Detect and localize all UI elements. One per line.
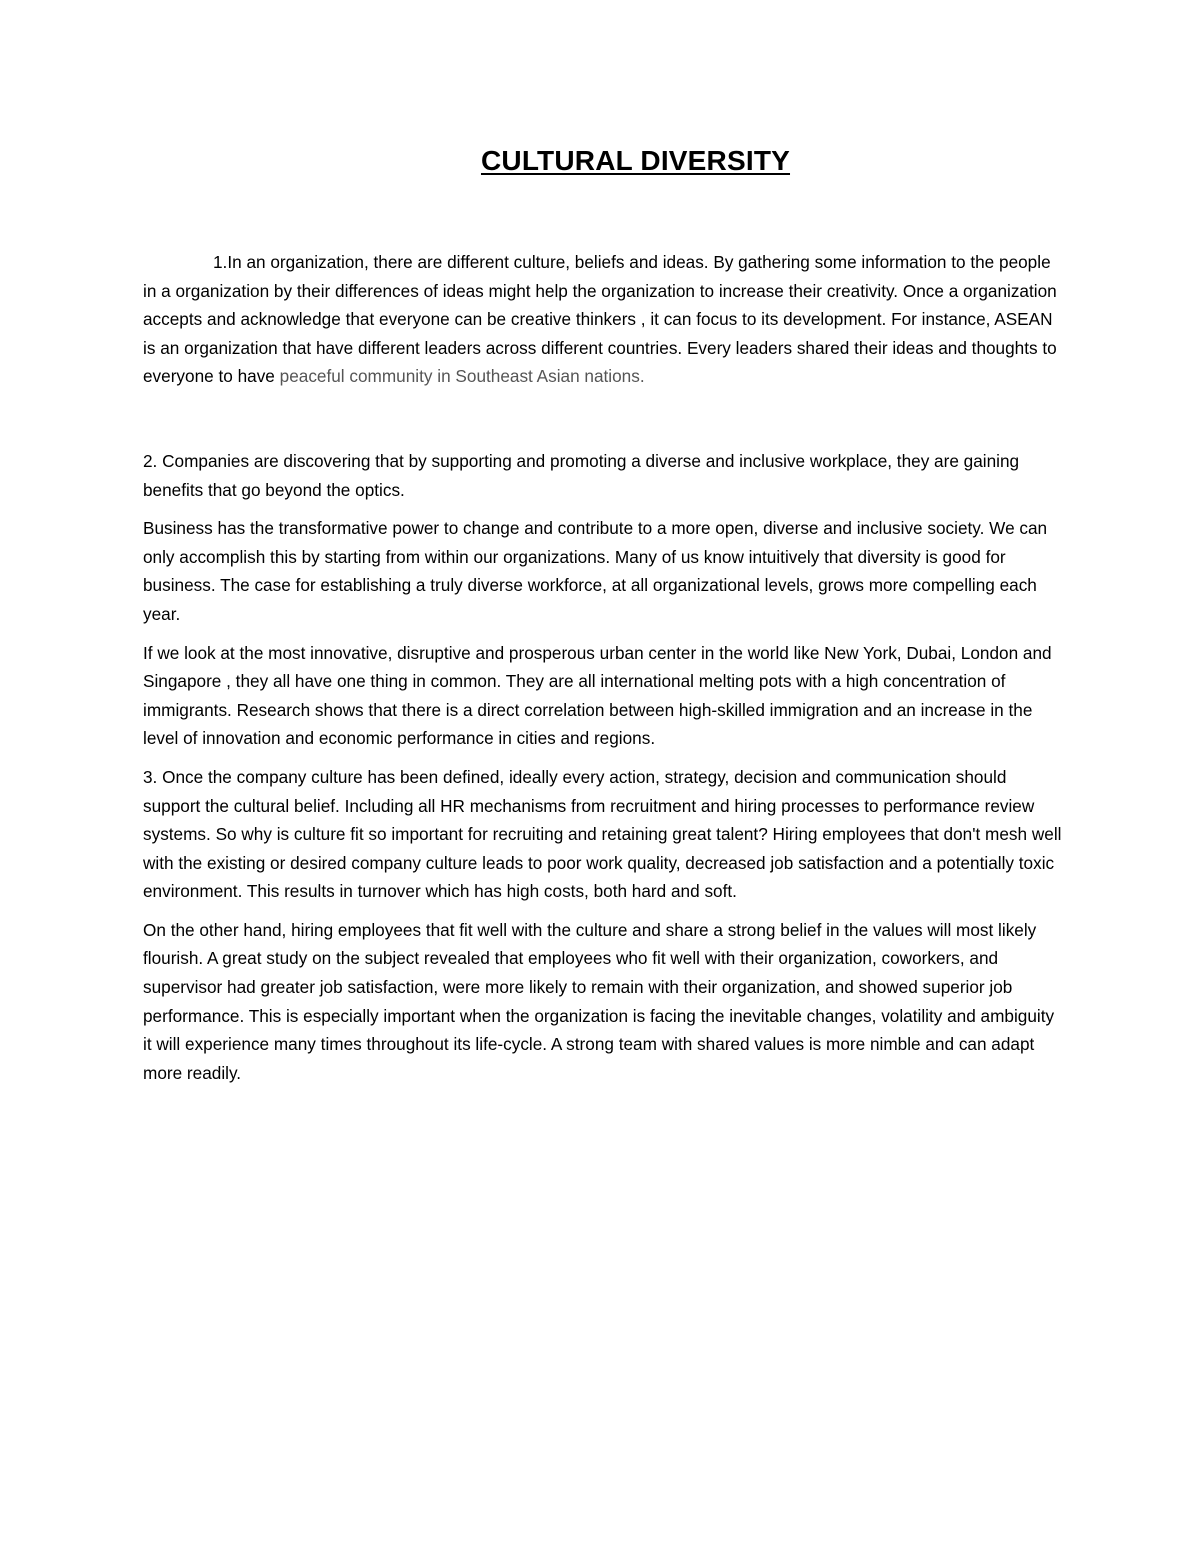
paragraph-3: Business has the transformative power to change and contribute to a more open, diverse and inclusive society. We can only accomplish this by starting from within our organizations. Many of us know intuitively that diversity is good for business. The case for establishing a truly diverse workforce, at all organizational levels, grows more compelling each year.: [143, 518, 1048, 624]
paragraph-1: [143, 248, 1065, 391]
document-title: CULTURAL DIVERSITY: [480, 145, 791, 176]
paragraph-1-grey-text: peaceful community in Southeast Asian nations.: [279, 366, 645, 387]
paragraph-4: If we look at the most innovative, disruptive and prosperous urban center in the world like New York, Dubai, London and Singapore , they all have one thing in common. They are all international melting pots with a high concentration of immigrants. Research shows that there is a direct correlation between high-skilled immigration and an increase in the level of innovation and economic performance in cities and regions.: [143, 642, 1052, 749]
document-body: [143, 248, 1065, 1097]
paragraph-2: 2. Companies are discovering that by supporting and promoting a diverse and inclusive workplace, they are gaining benefits that go beyond the optics.: [143, 450, 1020, 500]
paragraph-5: 3. Once the company culture has been defined, ideally every action, strategy, decision and communication should support the cultural belief. Including all HR mechanisms from recruitment and hiring processes to performance review systems. So why is culture fit so important for recruiting and retaining great talent? Hiring employees that don't mesh well with the existing or desired company culture leads to poor work quality, decreased job satisfaction and a potentially toxic environment. This results in turnover which has high costs, both hard and soft.: [143, 766, 1062, 902]
paragraph-1-main-text: 1.In an organization, there are different culture, beliefs and ideas. By gathering some information to the people in a organization by their differences of ideas might help the organization to increase their creativity. Once a organization accepts and acknowledge that everyone can be creative thinkers , it can focus to its development. For instance, ASEAN is an organization that have different leaders across different countries. Every leaders shared their ideas and thoughts to everyone to have: [143, 252, 1057, 387]
paragraph-6: On the other hand, hiring employees that fit well with the culture and share a strong belief in the values will most likely flourish. A great study on the subject revealed that employees who fit well with their organization, coworkers, and supervisor had greater job satisfaction, were more likely to remain with their organization, and showed superior job performance. This is especially important when the organization is facing the inevitable changes, volatility and ambiguity it will experience many times throughout its life-cycle. A strong team with shared values is more nimble and can adapt more readily.: [143, 919, 1055, 1083]
